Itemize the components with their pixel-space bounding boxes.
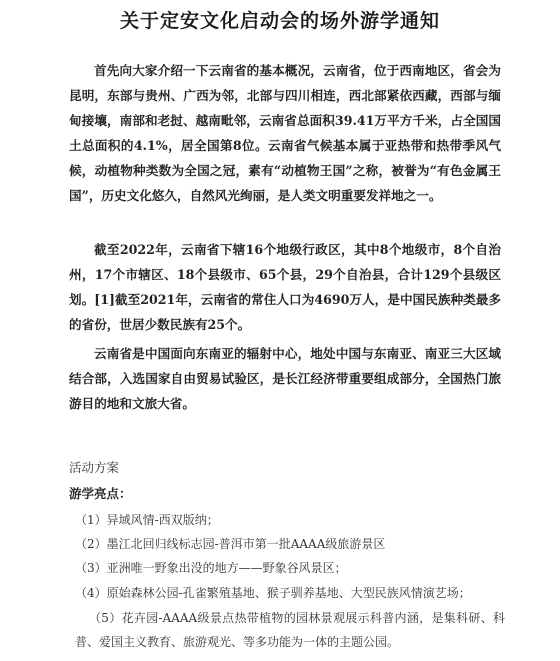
economy-paragraph: 云南省是中国面向东南亚的辐射中心，地处中国与东南亚、南亚三大区域结合部，入选国家自由贸易试验区，是长江经济带重要组成部分，全国热门旅游目的地和文旅大省。 <box>69 346 501 411</box>
administrative-paragraph: 截至2022年，云南省下辖16个地级行政区，其中8个地级市，8个自治州，17个市辖区、18个县级市、65个县，29个自治县，合计129个县级区划。[1]截至2021年，云南省的常住人口为4690万人，是中国民族种类最多的省份，世居少数民族有25个。 <box>69 242 501 332</box>
intro-paragraph: 首先向大家介绍一下云南省的基本概况，云南省，位于西南地区，省会为昆明，东部与贵州、广西为邻，北部与四川相连，西北部紧依西藏，西部与缅甸接壤，南部和老挝、越南毗邻，云南省总面积39.41万平方千米，占全国国土总面积的4.1%，居全国第8位。云南省气候基本属于亚热带和热带季风气候，动植物种类数为全国之冠，素有“动植物王国”之称，被誉为“有色金属王国”，历史文化悠久，自然风光绚丽，是人类文明重要发祥地之一。 <box>69 63 501 203</box>
section-heading: 活动方案 <box>69 460 120 475</box>
highlight-item: （5）花卉园-AAAA级景点热带植物的园林景观展示科普内涵，是集科研、科普、爱国主义教育、旅游观光、等多功能为一体的主题公园。 <box>75 611 505 649</box>
highlight-item: （4）原始森林公园-孔雀繁殖基地、猴子驯养基地、大型民族风情演艺场； <box>75 586 471 600</box>
highlight-item: （3）亚洲唯一野象出没的地方——野象谷风景区； <box>75 561 347 575</box>
highlights-heading: 游学亮点： <box>69 486 132 501</box>
document-title: 关于定安文化启动会的场外游学通知 <box>119 10 440 32</box>
highlight-item: （2）墨江北回归线标志园-普洱市第一批AAAA级旅游景区 <box>75 537 386 551</box>
highlight-item: （1）异域风情-西双版纳； <box>75 513 219 527</box>
